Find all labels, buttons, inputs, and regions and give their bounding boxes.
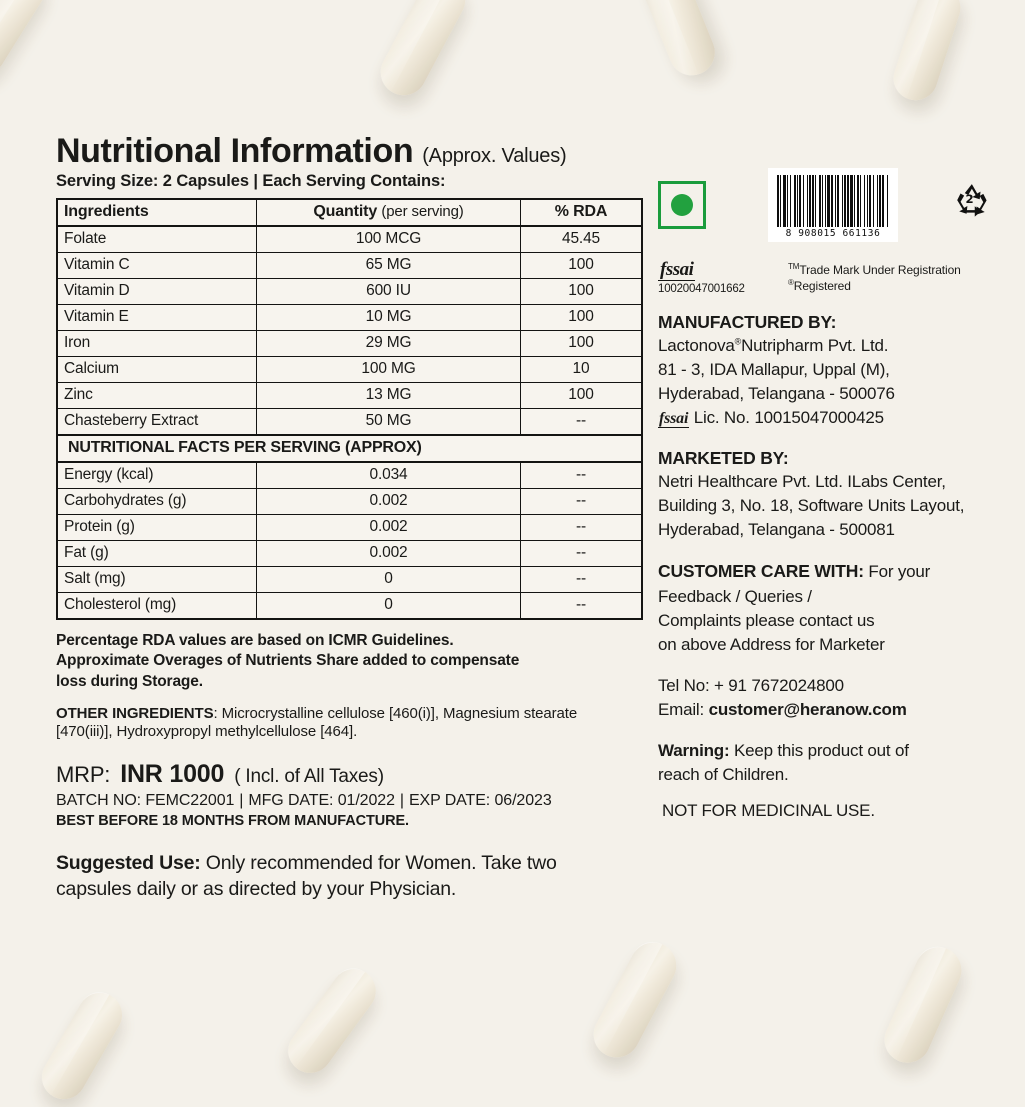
exp-date: EXP DATE: 06/2023 [408,792,552,810]
cell-quantity: 29 MG [257,330,521,356]
mfg-date: MFG DATE: 01/2022 [248,792,395,810]
batch-info-line [56,792,612,810]
customer-care-block [658,559,998,657]
rda-note-block [56,631,612,693]
customer-care-line-4: on above Address for Marketer [658,634,885,654]
cell-ingredient: Cholesterol (mg) [57,592,257,619]
table-row-fact [57,592,642,619]
cell-quantity: 100 MG [257,356,521,382]
approx-values-note: (Approx. Values) [422,145,567,167]
cell-ingredient: Fat (g) [57,540,257,566]
manufacturer-name-line [658,334,998,358]
fssai-inline-wordmark: fssai [659,410,689,428]
table-row-ingredient [57,408,642,435]
cell-ingredient: Chasteberry Extract [57,408,257,435]
mrp-label: MRP: [56,762,111,788]
email-value[interactable]: customer@heranow.com [708,700,907,720]
tm-superscript: TM [788,262,800,271]
marketed-by-block [658,448,998,542]
batch-separator-1: | [239,792,244,810]
other-ingredients-text: : Microcrystalline cellulose [460(i)], Magnesium stearate [470(iii)], Hydroxypropyl methylcellulose [464]. [56,704,578,741]
suggested-use-text: Only recommended for Women. Take two capsules daily or as directed by your Physician. [56,852,557,900]
telephone-line[interactable]: Tel No: + 91 7672024800 [658,675,844,695]
manufacturer-name: Lactonova [658,336,735,355]
warning-line-2: reach of Children. [658,765,789,785]
warning-label: Warning: [658,741,730,761]
warning-block [658,739,998,787]
table-row-ingredient [57,304,642,330]
fssai-logo [658,260,778,295]
suggested-use-block [56,851,612,902]
table-row-ingredient [57,330,642,356]
page-title: Nutritional Information [56,132,414,170]
marks-row [658,166,998,244]
cell-quantity: 13 MG [257,382,521,408]
table-section-header-facts [57,435,642,462]
rda-note-line-3: loss during Storage. [56,672,203,690]
vegetarian-dot-icon [671,194,693,216]
manufactured-by-block [658,312,998,431]
manufactured-by-heading: MANUFACTURED BY: [658,312,837,332]
cell-ingredient: Carbohydrates (g) [57,488,257,514]
nutrition-panel [56,134,612,902]
email-line[interactable] [658,698,998,722]
cell-quantity: 100 MCG [257,226,521,253]
customer-care-line-1 [658,559,998,584]
cell-quantity: 65 MG [257,252,521,278]
recycle-icon [950,182,994,229]
facts-section-label: NUTRITIONAL FACTS PER SERVING (APPROX) [57,435,642,462]
mrp-tax-note: ( Incl. of All Taxes) [234,766,384,788]
cell-rda: 100 [521,304,643,330]
marketer-line-3: Hyderabad, Telangana - 500081 [658,520,895,540]
cell-quantity: 0.002 [257,540,521,566]
other-ingredients-block [56,705,612,743]
table-row-ingredient [57,226,642,253]
cell-ingredient: Vitamin C [57,252,257,278]
table-row-fact [57,462,642,489]
cell-rda: 100 [521,252,643,278]
cell-ingredient: Vitamin E [57,304,257,330]
warning-line-1 [658,739,998,763]
trademark-line-2 [788,278,961,294]
fssai-wordmark: fssai [660,259,694,280]
column-header-quantity [257,199,521,226]
manufacturer-registered-icon: ® [734,336,742,347]
marketed-by-heading: MARKETED BY: [658,448,789,469]
cell-ingredient: Iron [57,330,257,356]
cell-rda: -- [521,592,643,619]
suggested-use-label: Suggested Use: [56,852,201,875]
cell-ingredient: Energy (kcal) [57,462,257,489]
customer-care-line-3: Complaints please contact us [658,610,875,630]
column-header-quantity-light: (per serving) [381,203,464,221]
column-header-ingredients: Ingredients [57,199,257,226]
barcode [768,168,898,242]
svg-text:2: 2 [965,191,974,206]
cell-ingredient: Vitamin D [57,278,257,304]
barcode-bars-icon [777,175,889,227]
customer-care-label: CUSTOMER CARE WITH: [658,561,864,582]
marketer-line-2: Building 3, No. 18, Software Units Layout, [658,496,965,516]
panel-title-row [56,134,612,170]
mrp-row [56,760,612,789]
email-label: Email: [658,700,709,720]
cell-rda: -- [521,488,643,514]
cell-ingredient: Calcium [57,356,257,382]
cell-rda: 100 [521,278,643,304]
cell-ingredient: Zinc [57,382,257,408]
batch-separator-2: | [399,792,404,810]
barcode-digits: 8 908015 661136 [785,228,881,239]
table-row-fact [57,540,642,566]
manufacturer-address-1: 81 - 3, IDA Mallapur, Uppal (M), [658,360,890,380]
company-info-panel [658,166,998,821]
nutrition-table [56,198,643,620]
warning-text: Keep this product out of [729,741,909,761]
cell-quantity: 0.034 [257,462,521,489]
table-header-row [57,199,642,226]
rda-note-line-1: Percentage RDA values are based on ICMR Guidelines. [56,631,454,649]
table-row-fact [57,514,642,540]
batch-number: BATCH NO: FEMC22001 [56,792,235,810]
other-ingredients-label: OTHER INGREDIENTS [56,704,214,722]
cell-quantity: 0 [257,592,521,619]
table-row-fact [57,488,642,514]
cell-ingredient: Folate [57,226,257,253]
table-row-ingredient [57,356,642,382]
cell-quantity: 0 [257,566,521,592]
vegetarian-icon [658,181,706,229]
table-row-fact [57,566,642,592]
fssai-row [658,260,998,295]
serving-size-line: Serving Size: 2 Capsules | Each Serving Contains: [56,171,446,190]
cell-rda: 45.45 [521,226,643,253]
fssai-number: 10020047001662 [658,283,745,295]
cell-quantity: 600 IU [257,278,521,304]
table-row-ingredient [57,382,642,408]
r-superscript: ® [788,278,794,288]
manufacturer-address-2: Hyderabad, Telangana - 500076 [658,384,895,404]
cell-ingredient: Salt (mg) [57,566,257,592]
cell-rda: -- [521,540,643,566]
cell-rda: 10 [521,356,643,382]
rda-note-line-2: Approximate Overages of Nutrients Share added to compensate [56,652,520,670]
table-row-ingredient [57,278,642,304]
cell-rda: -- [521,462,643,489]
manufacturer-licence-number: Lic. No. 10015047000425 [689,408,884,428]
trademark-note [788,262,961,295]
contact-block [658,674,998,722]
customer-care-line-2: Feedback / Queries / [658,586,812,606]
cell-rda: -- [521,514,643,540]
trademark-text-1: Trade Mark Under Registration [799,263,961,277]
best-before-line: BEST BEFORE 18 MONTHS FROM MANUFACTURE. [56,813,409,830]
not-for-medicinal-use: NOT FOR MEDICINAL USE. [662,801,875,821]
table-row-ingredient [57,252,642,278]
cell-rda: -- [521,408,643,435]
cell-rda: -- [521,566,643,592]
cell-quantity: 0.002 [257,514,521,540]
column-header-rda: % RDA [521,199,643,226]
manufacturer-licence-line [658,406,998,431]
cell-quantity: 0.002 [257,488,521,514]
trademark-line-1 [788,262,961,278]
customer-care-label-rest: For your [863,562,931,582]
column-header-quantity-bold: Quantity [313,203,378,221]
mrp-value: INR 1000 [120,760,225,789]
cell-ingredient: Protein (g) [57,514,257,540]
marketer-line-1: Netri Healthcare Pvt. Ltd. ILabs Center, [658,472,946,492]
cell-rda: 100 [521,382,643,408]
cell-quantity: 50 MG [257,408,521,435]
manufacturer-name-rest: Nutripharm Pvt. Ltd. [741,336,889,355]
cell-rda: 100 [521,330,643,356]
trademark-text-2: Registered [793,279,851,294]
cell-quantity: 10 MG [257,304,521,330]
